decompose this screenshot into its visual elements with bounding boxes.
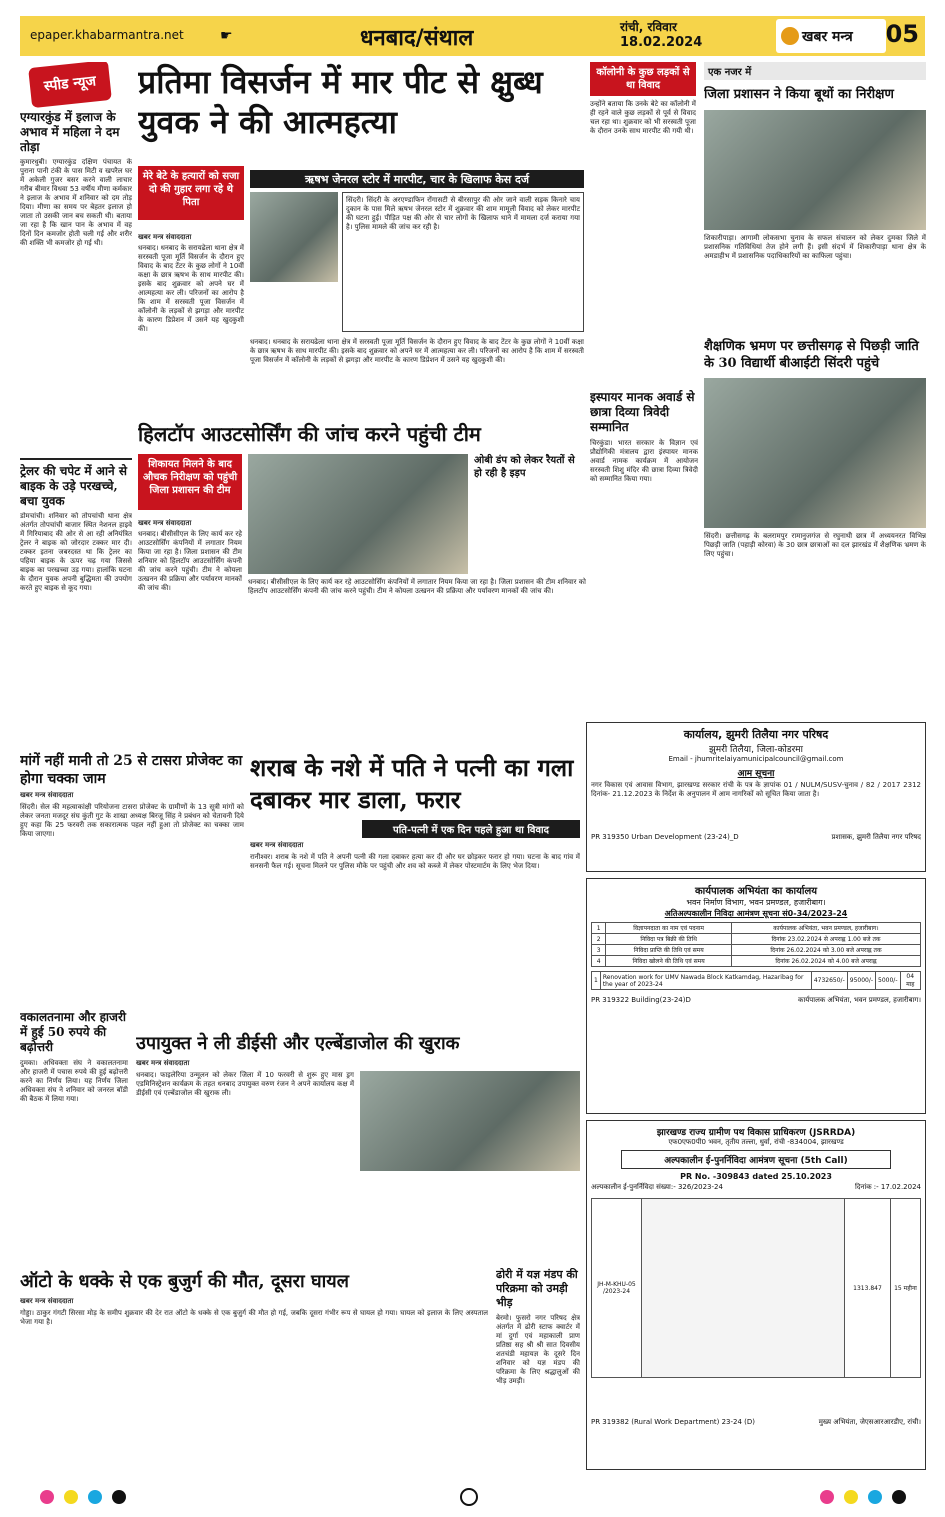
- dec-headline[interactable]: उपायुक्त ने ली डीईसी और एल्बेंडाजोल की खुराक: [136, 1033, 460, 1054]
- edu-headline[interactable]: शैक्षणिक भ्रमण पर छत्तीसगढ़ से पिछड़ी जाति के 30 विद्यार्थी बीआईटी सिंदरी पहुंचे: [704, 339, 919, 371]
- auto-headline[interactable]: ऑटो के धक्के से एक बुजुर्ग की मौत, दूसरा घायल: [20, 1271, 349, 1292]
- dec-photo: [360, 1071, 580, 1171]
- hilltop-byline: खबर मन्त्र संवाददाता: [138, 519, 192, 527]
- section-title: धनबाद/संथाल: [360, 25, 474, 51]
- notice-address: झुमरी तिलैया, जिला-कोडरमा: [708, 745, 804, 755]
- notice-jsrrda: [586, 1120, 926, 1470]
- lead-body: धनबाद। धनबाद के सरायढेला थाना क्षेत्र में सरस्वती पूजा मूर्ति विसर्जन के दौरान हुए विवाद के बाद टेंटर के कुछ लोगों ने 10वीं कक्षा के छात्र ऋषभ के साथ मारपीट की। इसके बाद शुक्रवार को अपने घर में आत्महत्या कर ली। परिजनों का आरोप है कि शाम में सरस्वती पूजा विसर्जन में कॉलोनी के लड़कों से झगड़ा और मारपीट के कारण डिप्रेशन में उसने यह खुदकुशी की।: [138, 244, 244, 333]
- award-headline[interactable]: इस्पायर मानक अवार्ड से छात्रा दिव्या त्रिवेदी सम्मानित: [590, 390, 695, 434]
- article-headline[interactable]: ट्रेलर की चपेट में आने से बाइक के उड़े परखच्चे, बचा युवक: [20, 458, 132, 509]
- notice-sign: प्रशासक, झुमरी तिलैया नगर परिषद: [831, 833, 921, 841]
- lawyer-fee-body: दुमका। अधिवक्ता संघ ने वकालतनामा और हाजरी में पचास रुपये की हुई बढ़ोत्तरी करने का निर्णय लिया। यह निर्णय जिला अधिवक्ता संघ ने शनिवार को जनरल बॉडी की बैठक में लिया गया।: [20, 1059, 128, 1103]
- notice-pr: PR 319382 (Rural Work Department) 23-24 (D): [591, 1418, 755, 1426]
- hilltop-side-title: ओबी डंप को लेकर रैयतों से हो रही है इड़प: [474, 455, 575, 479]
- auto-byline: खबर मन्त्र संवाददाता: [20, 1297, 74, 1305]
- mandap-body: बेरमो। फुसरो नगर परिषद क्षेत्र अंतर्गत में ढोरी स्टाफ क्वार्टर में मां दुर्गा एवं महाकाली प्राण प्रतिष्ठा सह श्री श्री सात दिवसीय शतचंडी महायज्ञ के दूसरे दिन शनिवार को यज्ञ मंडप की परिक्रमा के लिए श्रद्धालुओं की भीड़ उमड़ी।: [496, 1314, 580, 1385]
- print-registration-marks: [20, 1488, 925, 1510]
- nazar-story: [704, 62, 926, 342]
- hilltop-kicker: शिकायत मिलने के बाद औचक निरीक्षण को पहुंची जिला प्रशासन की टीम: [138, 454, 242, 510]
- table-row: 1 Renovation work for UMV Nawada Block Katkamdag, Hazaribag for the year of 2023-24 4732650/- 95000/- 5000/- 04 माह: [592, 972, 921, 990]
- table-row: 2 निविदा पत्र बिक्री की तिथि दिनांक 23.02.2024 से अपराह्न 1.00 बजे तक: [592, 934, 921, 945]
- liquor-body: रानीश्वर। शराब के नशे में पति ने अपनी पत्नी की गला दबाकर हत्या कर दी और घर छोड़कर फरार हो गया। घटना के बाद गांव में सनसनी फैल गई। सूचना मिलने पर पुलिस मौके पर पहुंची और शव को कब्जे में लेकर पोस्टमार्टम के लिए भेज दिया।: [250, 853, 580, 870]
- hilltop-story: [138, 420, 586, 720]
- colony-story: [590, 62, 696, 392]
- liquor-headline[interactable]: शराब के नशे में पति ने पत्नी का गला दबाकर मार डाला, फरार: [250, 753, 574, 814]
- table-row: JH-M-KHU-05 /2023-24 1313.847 15 महीना: [592, 1199, 921, 1378]
- liquor-byline: खबर मन्त्र संवाददाता: [250, 841, 304, 849]
- article-headline[interactable]: एग्यारकुंड में इलाज के अभाव में महिला ने दम तोड़ा: [20, 110, 120, 154]
- nazar-photo: [704, 110, 926, 230]
- notice-work-table: [591, 971, 921, 990]
- notice-sign: मुख्य अभियंता, जेएसआरआरडीए, रांची।: [818, 1418, 921, 1426]
- notice-pr: PR 319322 Building(23-24)D: [591, 996, 691, 1004]
- date-block: [620, 19, 702, 51]
- lead-photo: [250, 192, 338, 282]
- tasra-body: सिंदरी। सेल की महत्वाकांक्षी परियोजना टासरा प्रोजेक्ट के ग्रामीणों के 13 सूत्री मांगों को लेकर जनता मजदूर संघ कुंती गुट के शाखा अध्यक्ष बिरजू सिंह ने प्रबंधन को चेतावनी दिये हुए कहा कि 25 फरवरी तक सकारात्मक पहल नहीं हुआ तो प्रोजेक्ट का चक्का जाम किया जाएगा।: [20, 803, 244, 838]
- table-row: 3 निविदा प्राप्ति की तिथि एवं समय दिनांक 26.02.2024 को 3.00 बजे अपराह्न तक: [592, 945, 921, 956]
- auto-body: गोड्डा। ठाकुर गंगटी सिरसा मोड़ के समीप शुक्रवार की देर रात ऑटो के धक्के से एक बुजुर्ग की मौत हो गई, जबकि दूसरा गंभीर रूप से घायल हो गया। घायल को इलाज के लिए अस्पताल भेजा गया है।: [20, 1309, 488, 1326]
- award-body: चिरकुंडा। भारत सरकार के विज्ञान एवं प्रौद्योगिकी मंत्रालय द्वारा इंस्पायर मानक अवार्ड नामक कार्यक्रम में आयोजन सरस्वती शिशु मंदिर की छात्रा दिव्या त्रिवेदी को सम्मानित किया गया।: [590, 439, 698, 483]
- page-header: [20, 16, 925, 56]
- auto-story: [20, 1270, 488, 1470]
- notice-office: कार्यपालक अभियंता का कार्यालय: [694, 886, 818, 897]
- lead-strap: ऋषभ जेनरल स्टोर में मारपीट, चार के खिलाफ केस दर्ज: [250, 170, 584, 188]
- lead-body-cont: धनबाद। धनबाद के सरायढेला थाना क्षेत्र में सरस्वती पूजा मूर्ति विसर्जन के दौरान हुए विवाद के बाद टेंटर के कुछ लोगों ने 10वीं कक्षा के छात्र ऋषभ के साथ मारपीट की। इसके बाद शुक्रवार को अपने घर में आत्महत्या कर ली। परिजनों का आरोप है कि शाम में सरस्वती पूजा विसर्जन में कॉलोनी के लड़कों से झगड़ा और मारपीट के कारण डिप्रेशन में उसने यह खुदकुशी की।: [250, 338, 584, 364]
- nazar-headline[interactable]: जिला प्रशासन ने किया बूथों का निरीक्षण: [704, 87, 894, 102]
- tasra-headline[interactable]: मांगें नहीं मानी तो 25 से टासरा प्रोजेक्ट का होगा चक्का जाम: [20, 753, 243, 787]
- hilltop-body: धनबाद। बीसीसीएल के लिए कार्य कर रहे आउटसोर्सिंग कंपनियों में लगातार नियम किया जा रहा है। जिला प्रशासन की टीम शनिवार को हिलटॉप आउटसोर्सिंग कंपनी की जांच करने पहुंची। टीम ने कोयला उत्खनन की प्रक्रिया और पर्यावरण मानकों की जांच की।: [138, 530, 242, 592]
- table-row: 1 विज्ञापनदाता का नाम एवं पदनाम कार्यपालक अभियंता, भवन प्रमण्डल, हजारीबाग।: [592, 923, 921, 934]
- notice-work-table: [591, 1198, 921, 1378]
- article-body: कुमारधुबी। एग्यारकुंड दक्षिण पंचायत के पुराना पानी टंकी के पास मिटी व खपरैल घर में अकेली गुजर बसर करने वाली लाचार गरीब बीमार विधवा 53 वर्षीय मीणा कर्मकार ने इलाज के अभाव में शनिवार को दम तोड़ दिया। मीणा का समय पर बेहतर इलाज हो जाता तो उसकी जान बच सकती थी। बताया जा रहा है कि खान पान के अभाव में वह दिनों दिन कमजोर होती चली गई और शरीर की शक्ति भी कमजोर हो गई थी।: [20, 158, 132, 247]
- notice-address: भवन निर्माण विभाग, भवन प्रमण्डल, हजारीबाग।: [686, 898, 826, 907]
- mandap-story: [496, 1268, 580, 1468]
- colony-headline[interactable]: कॉलोनी के कुछ लड़कों से था विवाद: [590, 62, 696, 96]
- notice-office: कार्यालय, झुमरी तिलैया नगर परिषद: [683, 728, 829, 741]
- brand-logo[interactable]: [776, 19, 886, 53]
- hilltop-headline[interactable]: हिलटॉप आउटसोर्सिंग की जांच करने पहुंची टीम: [138, 422, 481, 446]
- mandap-headline[interactable]: ढोरी में यज्ञ मंडप की परिक्रमा को उमड़ी भीड़: [496, 1268, 578, 1309]
- notice-ref: अल्पकालीन ई-पुनर्निविदा संख्या:- 326/2023-24: [591, 1183, 723, 1191]
- lead-headline[interactable]: प्रतिमा विसर्जन में मार पीट से क्षुब्ध युवक ने की आत्महत्या: [138, 63, 543, 141]
- lead-kicker: मेरे बेटे के हत्यारों को सजा दो की गुहार लगा रहे थे पिता: [138, 166, 244, 220]
- notice-jhumri: [586, 722, 926, 872]
- notice-date: दिनांक :- 17.02.2024: [854, 1183, 921, 1191]
- tasra-story: [20, 752, 244, 1002]
- edu-body: सिंदरी। छत्तीसगढ़ के बलरामपुर रामानुजगंज से रघुनाथी छात्र में अध्ययनरत विभिन्न पिछड़ी जाति (पहाड़ी कोरवा) के 30 छात्र छात्राओं का दल झारखंड में शैक्षणिक भ्रमण के लिए पहुंचा।: [704, 532, 926, 558]
- edu-photo: [704, 378, 926, 528]
- tasra-byline: खबर मन्त्र संवाददाता: [20, 791, 74, 799]
- issue-date: 18.02.2024: [620, 35, 703, 50]
- notice-body: नगर विकास एवं आवास विभाग, झारखण्ड सरकार रांची के पत्र के ज्ञापांक 01 / NULM/SUSV-चुनाव / 82 / 2017 2312 दिनांक- 21.12.2023 के निर्देश के अनुपालन में आम नागरिकों को सूचित किया जाता है।: [591, 781, 921, 798]
- award-story: [590, 390, 698, 715]
- nazar-body: शिकारीपाड़ा। आगामी लोकसभा चुनाव के सफल संचालन को लेकर दुमका जिले में प्रशासनिक गतिविधियां तेज होने लगी हैं। इसी संदर्भ में शिकारीपाड़ा थाना क्षेत्र के अमडाहीभ में प्रशासनिक पदाधिकारियों का काफिला पहुंचा।: [704, 234, 926, 260]
- edu-story: [704, 338, 926, 718]
- liquor-strap: पति-पत्नी में एक दिन पहले हुआ था विवाद: [362, 820, 580, 838]
- hilltop-body-cont: धनबाद। बीसीसीएल के लिए कार्य कर रहे आउटसोर्सिंग कंपनियों में लगातार नियम किया जा रहा है। जिला प्रशासन की टीम शनिवार को हिलटॉप आउटसोर्सिंग कंपनी की जांच करने पहुंची। टीम ने कोयला उत्खनन की प्रक्रिया और पर्यावरण मानकों की जांच की।: [248, 578, 586, 595]
- notice-pr: PR 319350 Urban Development (23-24)_D: [591, 833, 739, 841]
- brand-logo-icon: [781, 27, 799, 45]
- lead-boxed-text: सिंदरी। सिंदरी के अरएण्डाफिन रोंगासटी से बीरसापुर की ओर जाने वाली सड़क किनारे चाय दुकान के पास मिले ऋषभ जेनरल स्टोर में शुक्रवार की शाम मामूली विवाद को लेकर मारपीट की घटना हुई। पीड़ित पक्ष की ओर से चार लोगों के खिलाफ थाने में मामला दर्ज कराया गया है। पुलिस मामले की जांच कर रही है।: [342, 192, 584, 332]
- crosshair-icon: [460, 1488, 478, 1506]
- dec-body: धनबाद। फाइलेरिया उन्मूलन को लेकर जिला में 10 फरवरी से शुरू हुए मास ड्रग एडमिनिस्ट्रेशन कार्यक्रम के तहत धनबाद उपायुक्त वरुण रंजन ने अपने कार्यालय कक्ष में डीईसी एवं एल्बेंडाजोल की खुराक ली।: [136, 1071, 354, 1097]
- notice-pr-no: PR No. -309843 dated 25.10.2023: [680, 1172, 832, 1181]
- speed-news-badge: स्पीड न्यूज: [28, 62, 112, 108]
- lead-byline: खबर मन्त्र संवाददाता: [138, 233, 192, 241]
- lawyer-fee-headline[interactable]: वकालतनामा और हाजरी में हुई 50 रुपये की बढ़ोत्तरी: [20, 1010, 126, 1054]
- page-number: 05: [885, 20, 919, 48]
- notice-sign: कार्यपालक अभियंता, भवन प्रमण्डल, हजारीबाग।: [798, 996, 921, 1004]
- liquor-story: [250, 752, 580, 1022]
- nazar-badge: एक नजर में: [704, 62, 926, 80]
- article-body: डोमचांची। शनिवार को तोपचांची थाना क्षेत्र अंतर्गत तोपचांची बाजार स्थित नेशनल हाइवे में गिरियाबाद की ओर से आ रही अनियंत्रित ट्रेलर ने बाइक को जोरदार टक्कर मार दी। टक्कर इतना जबरदस्त था कि ट्रेलर का पहिया बाइक के ऊपर चढ़ गया जिससे बाइक का परखच्चा उड़ गया। हालांकि घटना के दौरान युवक अपनी बुद्धिमता की उपयोग करते हुए बाइक से कूद गया।: [20, 512, 132, 592]
- notice-title: अल्पकालीन ई-पुनर्निविदा आमंत्रण सूचना (5th Call): [621, 1150, 891, 1169]
- dec-byline: खबर मन्त्र संवाददाता: [136, 1059, 190, 1067]
- lead-story: [138, 62, 584, 417]
- notice-email[interactable]: Email - jhumritelaiyamunicipalcouncil@gmail.com: [668, 755, 844, 763]
- city-day: रांची, रविवार: [620, 20, 677, 34]
- notice-schedule-table: [591, 922, 921, 967]
- notice-title: आम सूचना: [737, 769, 775, 779]
- hand-cursor-icon: ☛: [220, 28, 233, 44]
- lawyer-fee-story: [20, 1010, 128, 1260]
- notice-address: एफ0एफ0पी0 भवन, तृतीय तल्ला, धुर्वा, रांची -834004, झारखण्ड: [668, 1138, 844, 1146]
- notice-office: झारखण्ड राज्य ग्रामीण पथ विकास प्राधिकरण (JSRRDA): [656, 1128, 856, 1138]
- notice-hazaribag: [586, 878, 926, 1114]
- notice-title: अतिअल्पकालीन निविदा आमंत्रण सूचना सं0-34/2023-24: [664, 909, 848, 918]
- brand-name: खबर मन्त्र: [802, 29, 853, 45]
- site-url[interactable]: epaper.khabarmantra.net: [30, 28, 184, 42]
- dec-story: [136, 1032, 580, 1262]
- speed-news-column: [20, 62, 132, 822]
- hilltop-photo: [248, 454, 468, 574]
- colony-body: उन्होंने बताया कि उनके बेटे का कॉलोनी में ही रहने वाले कुछ लड़कों से पूर्व से विवाद चल रहा था। शुक्रवार को भी सरस्वती पूजा के दौरान उनके साथ मारपीट की गयी थी।: [590, 100, 696, 135]
- table-row: 4 निविदा खोलने की तिथि एवं समय दिनांक 26.02.2024 को 4.00 बजे अपराह्न: [592, 956, 921, 967]
